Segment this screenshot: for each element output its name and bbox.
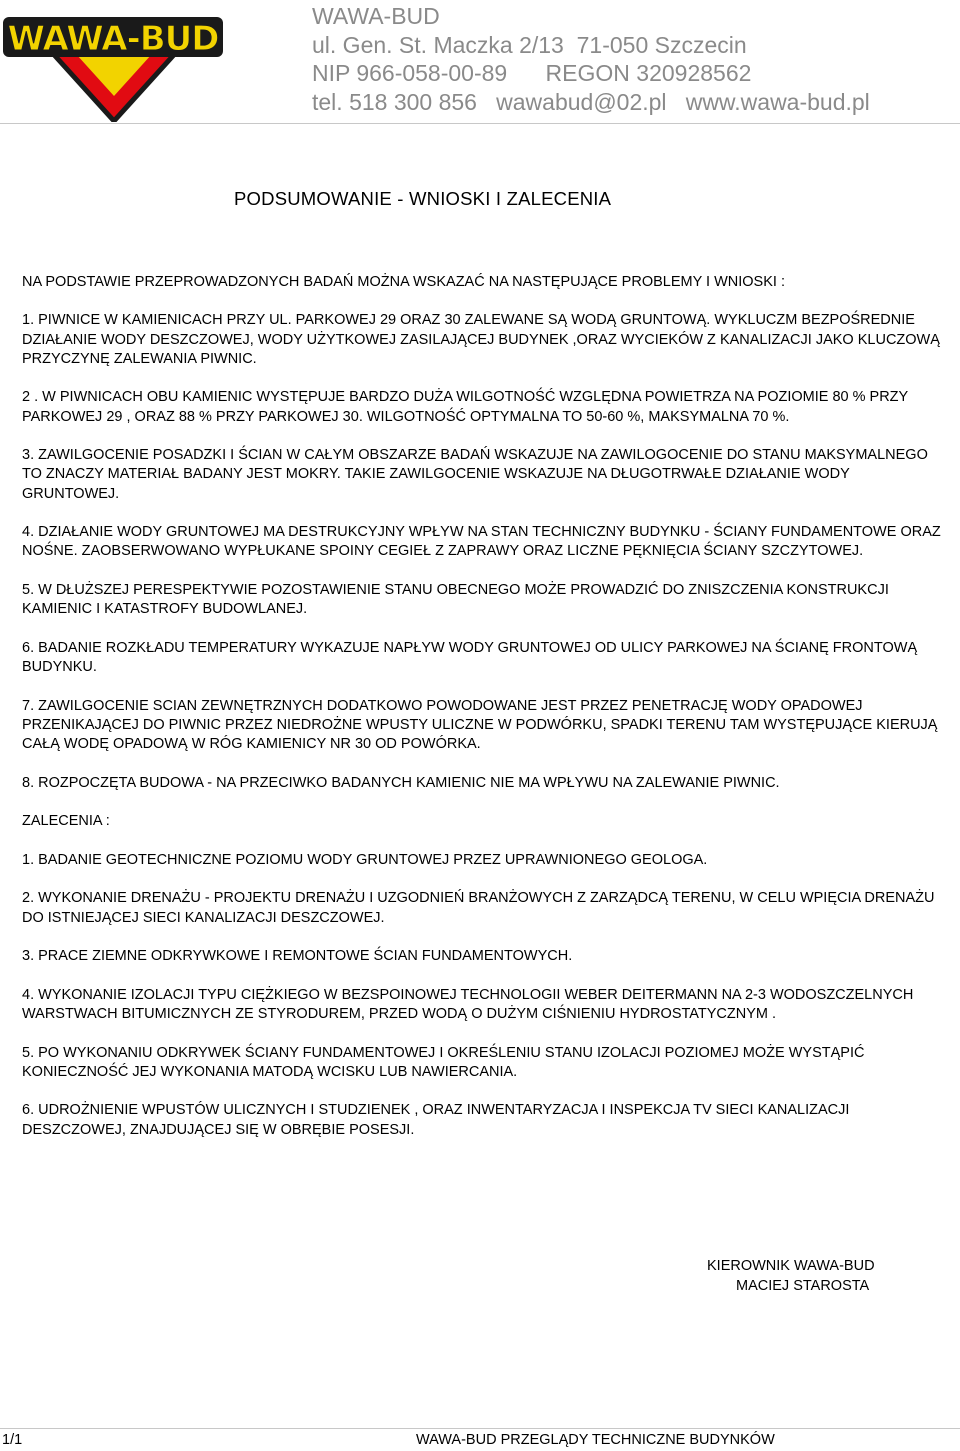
- document-body: [22, 273, 947, 1159]
- company-nip-regon: NIP 966-058-00-89 REGON 320928562: [312, 60, 752, 86]
- conclusion-item: 1. PIWNICE W KAMIENICACH PRZY UL. PARKOWEJ 29 ORAZ 30 ZALEWANE SĄ WODĄ GRUNTOWĄ. WYKLUCZM BEZPOŚREDNIE DZIAŁANIE WODY DESZCZOWEJ, WODY UŻYTKOWEJ ZASILAJĄCEJ BUDYNEK ,ORAZ WYCIEKÓW Z KANALIZACJI JAKO KLUCZOWĄ PRZYCZYNĘ ZALEWANIA PIWNIC.: [22, 312, 940, 367]
- header-divider-right: [296, 123, 960, 124]
- conclusion-item: 6. BADANIE ROZKŁADU TEMPERATURY WYKAZUJE NAPŁYW WODY GRUNTOWEJ OD ULICY PARKOWEJ NA ŚCIANĘ FRONTOWĄ BUDYNKU.: [22, 639, 918, 675]
- company-name: WAWA-BUD: [312, 3, 440, 29]
- recommendation-item: 3. PRACE ZIEMNE ODKRYWKOWE I REMONTOWE ŚCIAN FUNDAMENTOWYCH.: [22, 948, 573, 965]
- intro-text: NA PODSTAWIE PRZEPROWADZONYCH BADAŃ MOŻNA WSKAZAĆ NA NASTĘPUJĄCE PROBLEMY I WNIOSKI :: [22, 274, 785, 290]
- footer-divider-right: [296, 1428, 960, 1429]
- conclusion-item: 4. DZIAŁANIE WODY GRUNTOWEJ MA DESTRUKCYJNY WPŁYW NA STAN TECHNICZNY BUDYNKU - ŚCIANY FUNDAMENTOWE ORAZ NOŚNE. ZAOBSERWOWANO WYPŁUKANE SPOINY CEGIEŁ Z ZAPRAWY ORAZ LICZNE PĘKNIĘCIA ŚCIANY SZCZYTOWEJ.: [22, 524, 941, 560]
- footer-title: WAWA-BUD PRZEGLĄDY TECHNICZNE BUDYNKÓW: [416, 1432, 775, 1448]
- recommendation-item: 1. BADANIE GEOTECHNICZNE POZIOMU WODY GRUNTOWEJ PRZEZ UPRAWNIONEGO GEOLOGA.: [22, 851, 708, 868]
- conclusion-item: 2 . W PIWNICACH OBU KAMIENIC WYSTĘPUJE BARDZO DUŻA WILGOTNOŚĆ WZGLĘDNA POWIETRZA NA POZIOMIE 80 % PRZY PARKOWEJ 29 , ORAZ 88 % PRZY PARKOWEJ 30. WILGOTNOŚĆ OPTYMALNA TO 50-60 %, MAKSYMALNA 70 %.: [22, 389, 908, 425]
- recommendation-item: 6. UDROŻNIENIE WPUSTÓW ULICZNYCH I STUDZIENEK , ORAZ INWENTARYZACJA I INSPEKCJA TV SIECI KANALIZACJI DESZCZOWEJ, ZNAJDUJĄCEJ SIĘ W OBRĘBIE POSESJI.: [22, 1102, 850, 1138]
- conclusion-item: 3. ZAWILGOCENIE POSADZKI I ŚCIAN W CAŁYM OBSZARZE BADAŃ WSKAZUJE NA ZAWILOGOCENIE DO STANU MAKSYMALNEGO TO ZNACZY MATERIAŁ BADANY JEST MOKRY. TAKIE ZAWILGOCENIE WSKAZUJE NA DŁUGOTRWAŁE DZIAŁANIE WODY GRUNTOWEJ.: [22, 447, 928, 502]
- signature-name: MACIEJ STAROSTA: [736, 1277, 870, 1294]
- wawa-bud-logo: [0, 0, 226, 122]
- document-title: PODSUMOWANIE - WNIOSKI I ZALECENIA: [234, 188, 612, 209]
- signature-role: KIEROWNIK WAWA-BUD: [707, 1258, 875, 1274]
- recommendation-item: 4. WYKONANIE IZOLACJI TYPU CIĘŻKIEGO W BEZSPOINOWEJ TECHNOLOGII WEBER DEITERMANN NA 2-3 WODOSZCZELNYCH WARSTWACH BITUMICZNYCH ZE STYRODUREM, PRZED WODĄ O DUŻYM CIŚNIENIU HYDROSTATYCZNYM .: [22, 986, 914, 1022]
- page-number: 1/1: [2, 1432, 23, 1448]
- company-contact: tel. 518 300 856 wawabud@02.pl www.wawa-bud.pl: [312, 88, 870, 115]
- footer-divider-left: [0, 1428, 296, 1429]
- conclusion-item: 7. ZAWILGOCENIE SCIAN ZEWNĘTRZNYCH DODATKOWO POWODOWANE JEST PRZEZ PENETRACJĘ WODY OPADOWEJ PRZENIKAJĄCEJ DO PIWNIC PRZEZ NIEDROŻNE WPUSTY ULICZNE W PODWÓRKU, SPADKI TERENU TAM WYSTĘPUJĄCE KIERUJĄ CAŁĄ WODĘ OPADOWĄ W RÓG KAMIENICY NR 30 OD POWÓRKA.: [22, 697, 938, 752]
- conclusion-item: 8. ROZPOCZĘTA BUDOWA - NA PRZECIWKO BADANYCH KAMIENIC NIE MA WPŁYWU NA ZALEWANIE PIWNIC.: [22, 774, 780, 791]
- recommendations-heading: ZALECENIA :: [22, 813, 110, 830]
- recommendation-item: 5. PO WYKONANIU ODKRYWEK ŚCIANY FUNDAMENTOWEJ I OKREŚLENIU STANU IZOLACJI POZIOMEJ MOŻE WYSTĄPIĆ KONIECZNOŚĆ JEJ WYKONANIA MATODĄ WCISKU LUB NAWIERCANIA.: [22, 1044, 865, 1080]
- conclusion-item: 5. W DŁUŻSZEJ PERESPEKTYWIE POZOSTAWIENIE STANU OBECNEGO MOŻE PROWADZIĆ DO ZNISZCZENIA KONSTRUKCJI KAMIENIC I KATASTROFY BUDOWLANEJ.: [22, 581, 889, 618]
- company-address: ul. Gen. St. Maczka 2/13 71-050 Szczecin: [312, 31, 747, 58]
- signature-block: [707, 1257, 875, 1296]
- company-header: [312, 2, 870, 116]
- svg-text:WAWA-BUD: WAWA-BUD: [7, 19, 219, 59]
- header-divider-left: [0, 123, 296, 124]
- recommendation-item: 2. WYKONANIE DRENAŻU - PROJEKTU DRENAŻU I UZGODNIEŃ BRANŻOWYCH Z ZARZĄDCĄ TERENU, W CELU WPIĘCIA DRENAŻU DO ISTNIEJĄCEJ SIECI KANALIZACJI DESZCZOWEJ.: [22, 890, 935, 926]
